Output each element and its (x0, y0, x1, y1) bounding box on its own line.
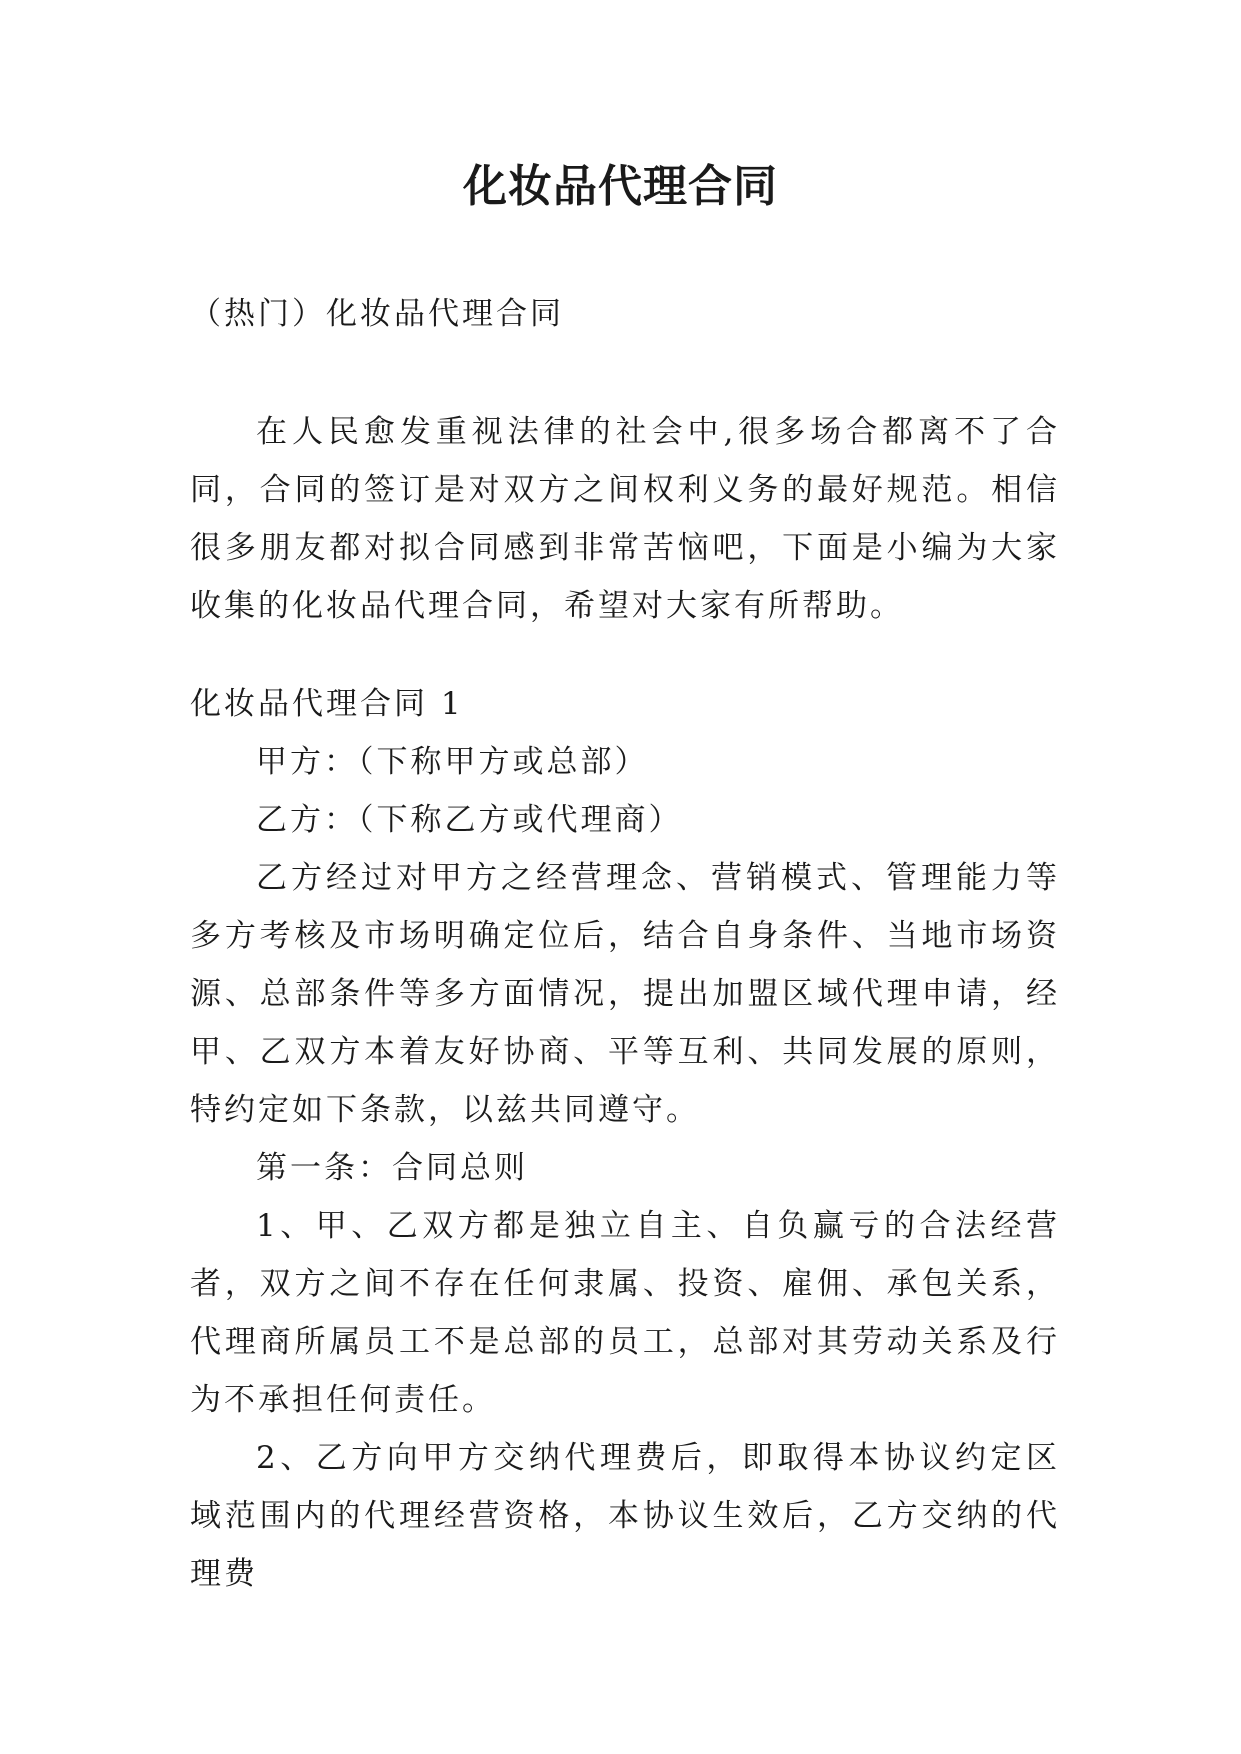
party-a-line: 甲方：（下称甲方或总部） (256, 744, 649, 780)
clause-1-paragraph: 1、甲、乙双方都是独立自主、自负赢亏的合法经营者，双方之间不存在任何隶属、投资、雇佣、承包关系，代理商所属员工不是总部的员工，总部对其劳动关系及行为不承担任何责任。 (190, 1208, 1060, 1418)
clause-2-paragraph: 2、乙方向甲方交纳代理费后，即取得本协议约定区域范围内的代理经营资格，本协议生效后，乙方交纳的代理费 (190, 1440, 1060, 1592)
intro-paragraph: 在人民愈发重视法律的社会中,很多场合都离不了合同，合同的签订是对双方之间权利义务的最好规范。相信很多朋友都对拟合同感到非常苦恼吧，下面是小编为大家收集的化妆品代理合同，希望对大家有所帮助。 (190, 414, 1060, 624)
document-subtitle: （热门）化妆品代理合同 (190, 296, 564, 332)
document-title: 化妆品代理合同 (463, 161, 778, 212)
preamble-paragraph: 乙方经过对甲方之经营理念、营销模式、管理能力等多方考核及市场明确定位后，结合自身条件、当地市场资源、总部条件等多方面情况，提出加盟区域代理申请，经甲、乙双方本着友好协商、平等互利、共同发展的原则，特约定如下条款，以兹共同遵守。 (190, 860, 1060, 1128)
document-body (190, 285, 1060, 1603)
section-heading: 化妆品代理合同 1 (190, 686, 464, 722)
article-1-heading: 第一条：合同总则 (256, 1150, 528, 1186)
party-b-line: 乙方：（下称乙方或代理商） (256, 802, 683, 838)
